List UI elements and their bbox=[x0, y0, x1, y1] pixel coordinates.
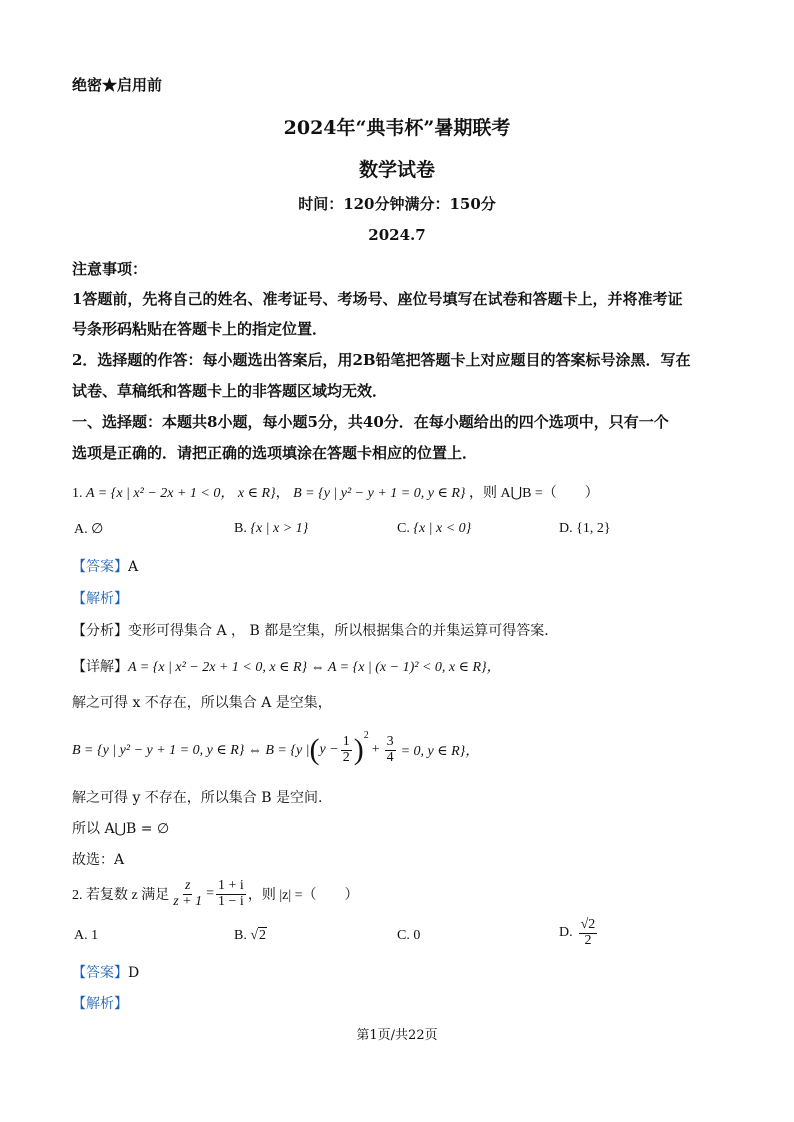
q1-xiangjie-line-2: 解之可得 x 不存在，所以集合 A 是空集， bbox=[72, 695, 332, 711]
q2-fraction-left bbox=[171, 879, 204, 909]
q1-xiangjie-line-3 bbox=[72, 728, 479, 772]
q1-xiangjie-line-6: 故选：A bbox=[72, 852, 125, 868]
fraction-denominator: z + 1 bbox=[173, 893, 203, 909]
exam-title: 2024年“典韦杯”暑期联考 bbox=[283, 117, 511, 139]
q2-analysis-tag: 【解析】 bbox=[72, 996, 128, 1012]
notes-heading: 注意事项： bbox=[72, 260, 148, 278]
fraction-three-quarters bbox=[385, 735, 396, 765]
xiangjie-tag: 【详解】 bbox=[72, 659, 128, 675]
secret-label: 绝密★启用前 bbox=[72, 76, 163, 94]
option-label: C. bbox=[397, 928, 410, 943]
q1-xiangjie-line-4: 解之可得 y 不存在，所以集合 B 是空间. bbox=[72, 790, 323, 806]
q1-comma: ， bbox=[275, 486, 290, 501]
fraction-numerator: 1 bbox=[342, 733, 350, 749]
square-exponent: 2 bbox=[363, 730, 369, 741]
xiangjie-formula-3-left: B = {y | y² − y + 1 = 0, y ∈ R} ⇔ B = {y | bbox=[72, 742, 310, 758]
q2-option-d[interactable] bbox=[559, 918, 599, 948]
q1-number: 1. bbox=[72, 486, 83, 501]
option-value: {1, 2} bbox=[576, 521, 611, 536]
q2-option-b[interactable]: B. √2 bbox=[234, 928, 267, 943]
fraction-denominator: 2 bbox=[342, 749, 350, 765]
q1-xiangjie-line-1 bbox=[72, 656, 501, 676]
q2-answer bbox=[72, 962, 139, 982]
q2-option-c[interactable] bbox=[397, 928, 420, 944]
option-label: A. bbox=[74, 522, 88, 537]
fenxi-text: 变形可得集合 A ， B 都是空集，所以根据集合的并集运算可得答案. bbox=[128, 623, 549, 639]
q2-fraction-right bbox=[216, 879, 246, 909]
q2-equals: = bbox=[206, 886, 215, 901]
close-paren: ) bbox=[353, 733, 364, 766]
plus-sign: + bbox=[371, 742, 380, 757]
q1-stem bbox=[72, 482, 599, 502]
q1-analysis-tag: 【解析】 bbox=[72, 591, 128, 607]
option-value: 2 bbox=[259, 928, 267, 943]
section-1-line-2: 选项是正确的．请把正确的选项填涂在答题卡相应的位置上． bbox=[72, 444, 478, 462]
answer-value: D bbox=[128, 965, 140, 981]
xiangjie-formula-1: A = {x | x² − 2x + 1 < 0, x ∈ R} ⇔ A = {x | (x − 1)² < 0, x ∈ R}， bbox=[128, 660, 501, 675]
note-1-line-1: 1答题前，先将自己的姓名、准考证号、考场号、座位号填写在试卷和答题卡上，并将准考证 bbox=[72, 290, 683, 308]
option-value: {x | x > 1} bbox=[250, 521, 309, 536]
fraction-denominator: 1 − i bbox=[218, 893, 244, 909]
open-paren: ( bbox=[309, 733, 320, 766]
fraction-one-half bbox=[341, 735, 352, 765]
fraction-numerator: z bbox=[184, 877, 191, 893]
q2-stem bbox=[72, 873, 359, 915]
note-2-line-2: 试卷、草稿纸和答题卡上的非答题区域均无效． bbox=[72, 382, 388, 400]
option-value: {x | x < 0} bbox=[413, 521, 472, 536]
fraction-denominator: 4 bbox=[386, 749, 394, 765]
option-label: C. bbox=[397, 521, 410, 536]
fenxi-tag: 【分析】 bbox=[72, 623, 128, 639]
fraction-denominator: 2 bbox=[584, 932, 592, 948]
q1-answer bbox=[72, 556, 138, 576]
option-value: ∅ bbox=[91, 522, 104, 537]
q2-stem-pre: 2. 若复数 z 满足 bbox=[72, 888, 170, 903]
q2-option-a[interactable] bbox=[74, 928, 98, 944]
q1-set-a: A = {x | x² − 2x + 1 < 0， x ∈ R} bbox=[86, 486, 276, 501]
q1-option-a[interactable] bbox=[74, 521, 103, 538]
q2-stem-post: ，则 |z| =（ ） bbox=[247, 888, 359, 903]
time-score: 时间：120分钟满分：150分 bbox=[298, 195, 496, 213]
answer-tag: 【答案】 bbox=[72, 965, 128, 981]
exam-subject: 数学试卷 bbox=[358, 159, 435, 181]
q1-set-b: B = {y | y² − y + 1 = 0, y ∈ R} bbox=[293, 486, 466, 501]
page-number: 第1页/共22页 bbox=[356, 1028, 438, 1043]
xiangjie-formula-3-right: = 0, y ∈ R}， bbox=[400, 744, 480, 759]
exam-date: 2024.7 bbox=[368, 226, 426, 244]
q1-option-b[interactable] bbox=[234, 521, 308, 537]
q1-ask: ，则 A⋃B =（ ） bbox=[468, 486, 599, 501]
answer-value: A bbox=[128, 559, 139, 575]
fraction-numerator: 3 bbox=[386, 733, 394, 749]
option-value: 0 bbox=[413, 928, 421, 943]
option-label: D. bbox=[559, 925, 573, 941]
fraction-numerator: 1 + i bbox=[218, 877, 244, 893]
q1-xiangjie-line-5: 所以 A⋃B = ∅ bbox=[72, 821, 170, 837]
option-label: B. bbox=[234, 928, 247, 943]
section-1-line-1: 一、选择题：本题共8小题，每小题5分，共40分．在每小题给出的四个选项中，只有一个 bbox=[72, 413, 669, 431]
option-label: B. bbox=[234, 521, 247, 536]
q1-option-d[interactable] bbox=[559, 521, 611, 537]
note-1-line-2: 号条形码粘贴在答题卡上的指定位置． bbox=[72, 320, 328, 338]
q1-fenxi bbox=[72, 620, 549, 640]
answer-tag: 【答案】 bbox=[72, 559, 128, 575]
option-value-fraction bbox=[579, 918, 598, 948]
option-label: D. bbox=[559, 521, 573, 536]
option-value: 1 bbox=[91, 928, 99, 943]
xiangjie-inner-y: y − bbox=[319, 742, 339, 757]
fraction-numerator: √2 bbox=[580, 917, 596, 932]
note-2-line-1: 2．选择题的作答：每小题选出答案后，用2B铅笔把答题卡上对应题目的答案标号涂黑．写在 bbox=[72, 351, 691, 369]
q1-option-c[interactable] bbox=[397, 521, 471, 537]
option-label: A. bbox=[74, 928, 88, 943]
